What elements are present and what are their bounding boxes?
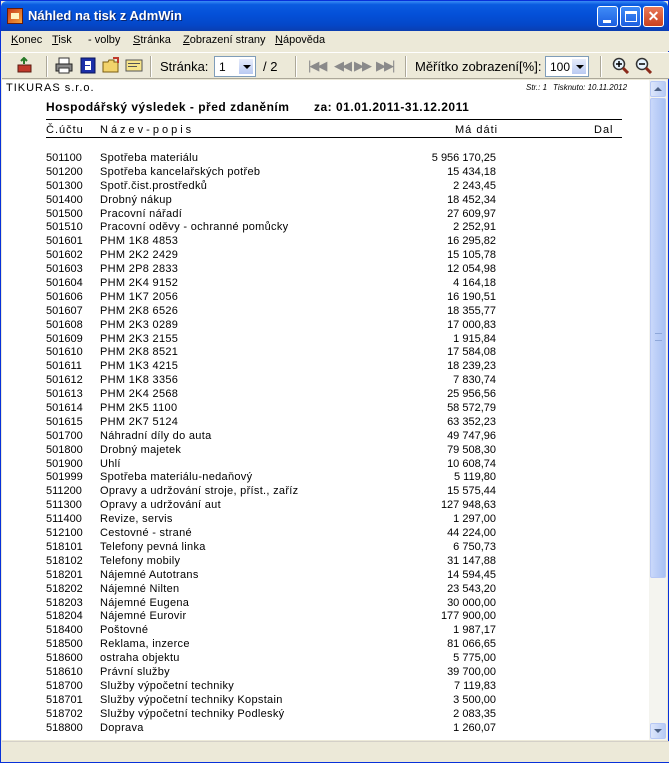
- column-header-rule: [46, 137, 622, 138]
- toolbar-separator: [600, 56, 602, 77]
- table-row: [2, 680, 649, 694]
- account-name: Nájemné Eugena: [100, 596, 190, 609]
- account-code: 501800: [46, 443, 83, 456]
- amount-md: 15 105,78: [447, 249, 496, 262]
- next-page-icon[interactable]: ▶▶: [354, 58, 370, 73]
- amount-md: 30 000,00: [447, 596, 496, 609]
- account-code: 501607: [46, 304, 83, 317]
- table-row: [2, 527, 649, 541]
- close-button[interactable]: [643, 6, 664, 27]
- print-date: Tisknuto: 10.11.2012: [553, 83, 628, 92]
- table-row: [2, 402, 649, 416]
- account-code: 518102: [46, 554, 83, 567]
- account-name: Pracovní nářadí: [100, 207, 183, 220]
- amount-md: 5 956 170,25: [431, 152, 496, 164]
- table-row: [2, 485, 649, 499]
- table-row: [2, 291, 649, 305]
- amount-md: 1 915,84: [453, 332, 496, 345]
- account-code: 501999: [46, 471, 83, 484]
- account-name: PHM 2P8 2833: [100, 263, 179, 276]
- table-row: [2, 194, 649, 208]
- table-row: [2, 583, 649, 597]
- table-row: [2, 249, 649, 263]
- open-folder-icon[interactable]: [102, 57, 120, 74]
- account-name: Právní služby: [100, 665, 170, 678]
- table-row: [2, 374, 649, 388]
- account-name: Reklama, inzerce: [100, 638, 190, 651]
- table-row: [2, 541, 649, 555]
- menu-item-1[interactable]: Tisk: [52, 34, 72, 46]
- menu-bar: [2, 31, 669, 51]
- account-name: Služby výpočetní techniky Kopstain: [100, 693, 283, 706]
- account-code: 518204: [46, 610, 83, 623]
- table-row: [2, 305, 649, 319]
- report-title: Hospodářský výsledek - před zdaněním: [46, 100, 290, 114]
- page-select[interactable]: [214, 56, 256, 77]
- account-code: 501609: [46, 332, 83, 345]
- account-name: PHM 2K7 5124: [100, 415, 179, 428]
- export-icon[interactable]: [125, 57, 143, 74]
- amount-md: 7 830,74: [453, 374, 496, 387]
- table-row: [2, 471, 649, 485]
- zoom-select[interactable]: [545, 56, 589, 77]
- amount-md: 31 147,88: [447, 554, 496, 567]
- account-code: 501200: [46, 165, 83, 178]
- account-code: 501700: [46, 429, 83, 442]
- account-name: Uhlí: [100, 457, 121, 470]
- account-code: 518101: [46, 540, 83, 553]
- account-name: PHM 2K4 9152: [100, 277, 179, 290]
- amount-md: 127 948,63: [440, 499, 496, 512]
- scroll-up-button[interactable]: [650, 81, 666, 97]
- column-header-code: Č.účtu: [46, 124, 84, 136]
- amount-md: 79 508,30: [447, 443, 496, 456]
- account-name: Telefony mobily: [100, 554, 181, 567]
- report-page: [2, 80, 649, 740]
- account-code: 511200: [46, 485, 82, 498]
- table-row: [2, 569, 649, 583]
- account-name: PHM 2K2 2429: [100, 249, 179, 262]
- account-name: Pracovní oděvy - ochranné pomůcky: [100, 221, 289, 234]
- account-name: Spotř.čist.prostředků: [100, 179, 208, 192]
- page-label: Stránka:: [160, 59, 209, 74]
- amount-md: 6 750,73: [453, 540, 496, 553]
- account-code: 501615: [46, 415, 83, 428]
- menu-item-5[interactable]: Nápověda: [275, 34, 326, 46]
- amount-md: 58 572,79: [447, 402, 496, 415]
- zoom-in-icon[interactable]: [612, 57, 630, 74]
- table-row: [2, 610, 649, 624]
- amount-md: 7 119,83: [453, 679, 496, 692]
- amount-md: 81 066,65: [447, 638, 496, 651]
- toolbar-separator: [150, 56, 152, 77]
- zoom-select-value: 100: [550, 60, 571, 74]
- account-name: Nájemné Nilten: [100, 582, 180, 595]
- account-name: ostraha objektu: [100, 652, 180, 665]
- account-code: 501510: [46, 221, 83, 234]
- table-row: [2, 708, 649, 722]
- table-row: [2, 694, 649, 708]
- account-code: 512100: [46, 527, 83, 540]
- table-row: [2, 319, 649, 333]
- table-row: [2, 624, 649, 638]
- amount-md: 3 500,00: [453, 693, 496, 706]
- table-row: [2, 416, 649, 430]
- amount-md: 1 297,00: [453, 513, 496, 526]
- table-row: [2, 597, 649, 611]
- menu-item-3[interactable]: Stránka: [133, 34, 171, 46]
- account-name: Doprava: [100, 721, 144, 734]
- report-rows: [2, 152, 649, 735]
- header-rule: [46, 119, 622, 120]
- table-row: [2, 166, 649, 180]
- report-period: za: 01.01.2011-31.12.2011: [314, 100, 470, 114]
- account-code: 501300: [46, 179, 83, 192]
- last-page-icon[interactable]: ▶▶|: [376, 58, 394, 73]
- toolbar-separator: [46, 56, 48, 77]
- account-name: PHM 1K3 4215: [100, 360, 179, 373]
- account-name: Nájemné Eurovir: [100, 610, 187, 623]
- table-row: [2, 221, 649, 235]
- account-name: Služby výpočetní techniky: [100, 679, 235, 692]
- window-title: Náhled na tisk z AdmWin: [28, 8, 182, 23]
- account-name: Opravy a udržování stroje, příst., zaříz: [100, 485, 299, 498]
- page-info: Str.: 1: [526, 83, 548, 92]
- amount-md: 4 164,18: [453, 277, 496, 290]
- table-row: [2, 499, 649, 513]
- table-row: [2, 430, 649, 444]
- account-name: PHM 2K3 0289: [100, 318, 179, 331]
- menu-item-2[interactable]: - volby: [88, 34, 121, 46]
- title-bar[interactable]: [1, 1, 668, 31]
- chevron-down-icon[interactable]: [238, 58, 254, 75]
- account-code: 501612: [46, 374, 83, 387]
- prev-page-icon[interactable]: ◀◀: [334, 58, 350, 73]
- account-code: 511300: [46, 499, 82, 512]
- account-name: Spotřeba kancelařských potřeb: [100, 165, 261, 178]
- account-name: Služby výpočetní techniky Podleský: [100, 707, 285, 720]
- amount-md: 5 775,00: [453, 652, 496, 665]
- account-code: 501603: [46, 263, 83, 276]
- account-code: 518201: [46, 568, 83, 581]
- account-name: Telefony pevná linka: [100, 540, 206, 553]
- company-name: TIKURAS s.r.o.: [6, 82, 95, 94]
- amount-md: 17 584,08: [447, 346, 496, 359]
- amount-md: 49 747,96: [447, 429, 496, 442]
- account-name: PHM 1K8 3356: [100, 374, 179, 387]
- close-icon: ✕: [647, 8, 660, 24]
- account-code: 501613: [46, 388, 83, 401]
- table-row: [2, 555, 649, 569]
- amount-md: 39 700,00: [447, 665, 496, 678]
- amount-md: 1 260,07: [453, 721, 496, 734]
- table-row: [2, 638, 649, 652]
- scroll-down-button[interactable]: [650, 723, 666, 739]
- table-row: [2, 458, 649, 472]
- column-header-name: Název-popis: [100, 124, 195, 136]
- amount-md: 2 252,91: [453, 221, 496, 234]
- table-row: [2, 180, 649, 194]
- account-name: Drobný majetek: [100, 443, 182, 456]
- amount-md: 16 295,82: [447, 235, 496, 248]
- amount-md: 15 434,18: [447, 165, 496, 178]
- page-select-value: 1: [219, 60, 226, 74]
- toolbar: [2, 52, 669, 79]
- account-code: 518500: [46, 638, 83, 651]
- print-settings-icon[interactable]: [79, 57, 97, 74]
- account-code: 501602: [46, 249, 83, 262]
- account-code: 501900: [46, 457, 83, 470]
- column-header-d: Dal: [594, 124, 614, 136]
- amount-md: 177 900,00: [440, 610, 496, 623]
- account-name: PHM 2K8 6526: [100, 304, 179, 317]
- account-code: 501100: [46, 152, 82, 164]
- account-code: 501601: [46, 235, 83, 248]
- maximize-icon: [625, 11, 637, 22]
- amount-md: 23 543,20: [447, 582, 496, 595]
- account-name: PHM 2K8 8521: [100, 346, 179, 359]
- account-name: Spotřeba materiálu-nedaňový: [100, 471, 253, 484]
- table-row: [2, 152, 649, 166]
- account-code: 518701: [46, 693, 83, 706]
- menu-item-4[interactable]: Zobrazení strany: [183, 34, 266, 46]
- exit-icon[interactable]: [16, 57, 34, 74]
- account-name: Spotřeba materiálu: [100, 152, 199, 164]
- account-name: Revize, servis: [100, 513, 173, 526]
- amount-md: 14 594,45: [447, 568, 496, 581]
- account-code: 511400: [46, 513, 82, 526]
- table-row: [2, 333, 649, 347]
- account-name: Nájemné Autotrans: [100, 568, 199, 581]
- zoom-label: Měřítko zobrazení[%]:: [415, 59, 542, 74]
- amount-md: 18 355,77: [447, 304, 496, 317]
- vertical-scrollbar[interactable]: [649, 80, 667, 740]
- account-code: 518600: [46, 652, 83, 665]
- grip-icon: [655, 333, 662, 341]
- toolbar-separator: [295, 56, 297, 77]
- chevron-down-icon[interactable]: [571, 58, 587, 75]
- table-row: [2, 388, 649, 402]
- minimize-button[interactable]: [597, 6, 618, 27]
- table-row: [2, 235, 649, 249]
- account-code: 501606: [46, 290, 83, 303]
- amount-md: 63 352,23: [447, 415, 496, 428]
- account-code: 501610: [46, 346, 83, 359]
- account-code: 518203: [46, 596, 83, 609]
- account-code: 501400: [46, 193, 83, 206]
- amount-md: 16 190,51: [447, 290, 496, 303]
- menu-item-0[interactable]: Konec: [11, 34, 43, 46]
- amount-md: 2 083,35: [453, 707, 496, 720]
- table-row: [2, 666, 649, 680]
- account-code: 518610: [46, 665, 83, 678]
- account-name: PHM 2K4 2568: [100, 388, 179, 401]
- amount-md: 2 243,45: [453, 179, 496, 192]
- account-name: Poštovné: [100, 624, 149, 637]
- account-name: Cestovné - strané: [100, 527, 192, 540]
- app-icon[interactable]: [7, 8, 23, 24]
- amount-md: 18 452,34: [447, 193, 496, 206]
- scroll-thumb[interactable]: [650, 98, 666, 578]
- preview-area[interactable]: [2, 80, 649, 740]
- account-code: 518800: [46, 721, 83, 734]
- amount-md: 17 000,83: [447, 318, 496, 331]
- status-bar: [2, 741, 669, 762]
- page-total: / 2: [263, 59, 278, 74]
- account-name: Náhradní díly do auta: [100, 429, 212, 442]
- table-row: [2, 208, 649, 222]
- zoom-out-icon[interactable]: [635, 57, 653, 74]
- account-name: Opravy a udržování aut: [100, 499, 221, 512]
- account-name: PHM 1K7 2056: [100, 290, 179, 303]
- account-code: 518700: [46, 679, 83, 692]
- account-code: 501614: [46, 402, 83, 415]
- amount-md: 10 608,74: [447, 457, 496, 470]
- amount-md: 25 956,56: [447, 388, 496, 401]
- amount-md: 1 987,17: [453, 624, 496, 637]
- account-code: 518400: [46, 624, 83, 637]
- amount-md: 27 609,97: [447, 207, 496, 220]
- table-row: [2, 513, 649, 527]
- print-icon[interactable]: [55, 57, 73, 74]
- account-name: Drobný nákup: [100, 193, 173, 206]
- minimize-icon: [603, 20, 611, 23]
- amount-md: 44 224,00: [447, 527, 496, 540]
- account-name: PHM 2K3 2155: [100, 332, 179, 345]
- column-header-md: Má dáti: [455, 124, 499, 136]
- account-name: PHM 1K8 4853: [100, 235, 179, 248]
- account-code: 501611: [46, 360, 82, 373]
- table-row: [2, 263, 649, 277]
- amount-md: 18 239,23: [447, 360, 496, 373]
- account-code: 501608: [46, 318, 83, 331]
- maximize-button[interactable]: [620, 6, 641, 27]
- table-row: [2, 360, 649, 374]
- first-page-icon[interactable]: |◀◀: [308, 58, 326, 73]
- table-row: [2, 277, 649, 291]
- table-row: [2, 652, 649, 666]
- account-code: 501604: [46, 277, 83, 290]
- account-code: 518202: [46, 582, 83, 595]
- amount-md: 15 575,44: [447, 485, 496, 498]
- toolbar-separator: [405, 56, 407, 77]
- table-row: [2, 444, 649, 458]
- amount-md: 12 054,98: [447, 263, 496, 276]
- account-code: 518702: [46, 707, 83, 720]
- account-name: PHM 2K5 1100: [100, 402, 178, 415]
- amount-md: 5 119,80: [453, 471, 496, 484]
- table-row: [2, 722, 649, 736]
- table-row: [2, 346, 649, 360]
- account-code: 501500: [46, 207, 83, 220]
